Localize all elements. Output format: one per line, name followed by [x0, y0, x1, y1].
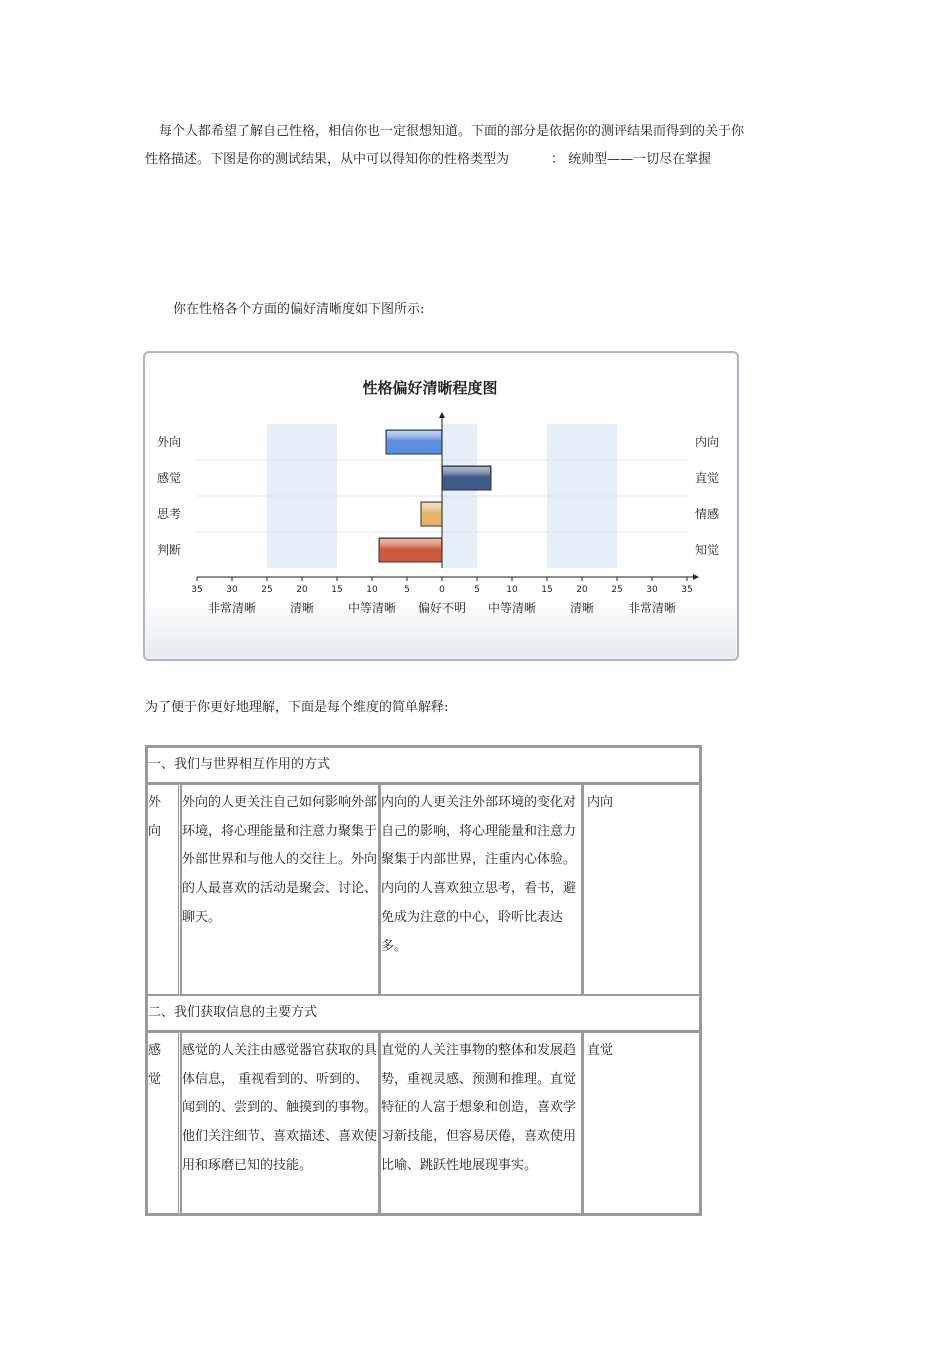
chart-left-label: 判断	[157, 543, 182, 557]
chart-left-label: 外向	[157, 435, 182, 449]
chart-tick-label: 0	[439, 585, 445, 595]
chart-tick-label: 30	[226, 585, 238, 595]
chart-title: 性格偏好清晰程度图	[362, 379, 498, 397]
chart-band-label: 中等清晰	[487, 601, 537, 615]
chart-right-label: 直觉	[695, 471, 720, 485]
intro-type-result: ： 统帅型——一切尽在掌握	[551, 152, 712, 167]
section-title: 二、我们获取信息的主要方式	[147, 995, 700, 1032]
preference-chart	[143, 351, 739, 661]
intro-paragraph	[145, 118, 745, 174]
right-description: 直觉的人关注事物的整体和发展趋势，重视灵感、预测和推理。直觉特征的人富于想象和创造，喜欢学习新技能，但容易厌倦，喜欢使用比喻、跳跃性地展现事实。	[380, 1032, 583, 1214]
intro-line2: 性格描述。下图是你的测试结果，从中可以得知你的性格类型为	[145, 152, 510, 167]
chart-right-label: 知觉	[695, 543, 720, 557]
chart-right-label: 内向	[695, 435, 720, 449]
chart-tick-label: 5	[404, 585, 410, 595]
chart-band-label: 清晰	[289, 601, 315, 615]
intro-line1: 每个人都希望了解自己性格，相信你也一定很想知道。下面的部分是依据你的测评结果而得到的关于你	[159, 124, 745, 139]
chart-left-label: 思考	[157, 507, 182, 521]
left-description: 外向的人更关注自己如何影响外部环境，将心理能量和注意力聚集于外部世界和与他人的交往上。外向的人最喜欢的活动是聚会、讨论、聊天。	[181, 784, 380, 995]
chart-bar-highlight	[387, 431, 441, 453]
chart-x-arrow	[693, 574, 699, 580]
chart-bar-highlight	[443, 467, 490, 489]
chart-tick-label: 35	[681, 585, 693, 595]
chart-tick-label: 10	[366, 585, 378, 595]
chart-tick-label: 20	[576, 585, 588, 595]
table-section-header	[147, 747, 700, 784]
chart-tick-label: 15	[331, 585, 343, 595]
explain-intro: 为了便于你更好地理解，下面是每个维度的简单解释:	[145, 700, 449, 715]
preference-chart-svg	[145, 353, 737, 659]
section-title: 一、我们与世界相互作用的方式	[147, 747, 700, 784]
left-description: 感觉的人关注由感觉器官获取的具体信息， 重视看到的、听到的、闻到的、尝到的、触摸到的事物。他们关注细节、喜欢描述、喜欢使用和琢磨已知的技能。	[181, 1032, 380, 1214]
chart-bar-highlight	[422, 503, 441, 525]
chart-left-label: 感觉	[157, 471, 182, 485]
result-value: 直觉	[583, 1032, 700, 1214]
chart-tick-label: 25	[611, 585, 623, 595]
chart-tick-label: 15	[541, 585, 553, 595]
chart-tick-label: 5	[474, 585, 480, 595]
table-row	[147, 1032, 700, 1214]
dimension-short: 感 觉	[147, 1032, 181, 1214]
chart-center-arrow	[439, 412, 445, 418]
table-row	[147, 784, 700, 995]
chart-band-label: 中等清晰	[347, 601, 397, 615]
chart-tick-label: 25	[261, 585, 273, 595]
chart-tick-label: 35	[191, 585, 203, 595]
chart-bar-highlight	[380, 539, 441, 561]
dimension-short: 外 向	[147, 784, 181, 995]
chart-tick-label: 20	[296, 585, 308, 595]
table-section-header	[147, 995, 700, 1032]
chart-right-label: 情感	[695, 507, 720, 521]
preference-intro: 你在性格各个方面的偏好清晰度如下图所示:	[173, 302, 425, 317]
chart-band-label: 清晰	[569, 601, 595, 615]
chart-band-label: 非常清晰	[207, 601, 257, 615]
chart-band-label: 偏好不明	[417, 601, 467, 615]
result-value: 内向	[583, 784, 700, 995]
chart-tick-label: 10	[506, 585, 518, 595]
dimension-table	[145, 745, 702, 1216]
right-description: 内向的人更关注外部环境的变化对自己的影响，将心理能量和注意力聚集于内部世界，注重内心体验。内向的人喜欢独立思考，看书，避免成为注意的中心，聆听比表达多。	[380, 784, 583, 995]
chart-tick-label: 30	[646, 585, 658, 595]
chart-band-label: 非常清晰	[627, 601, 677, 615]
